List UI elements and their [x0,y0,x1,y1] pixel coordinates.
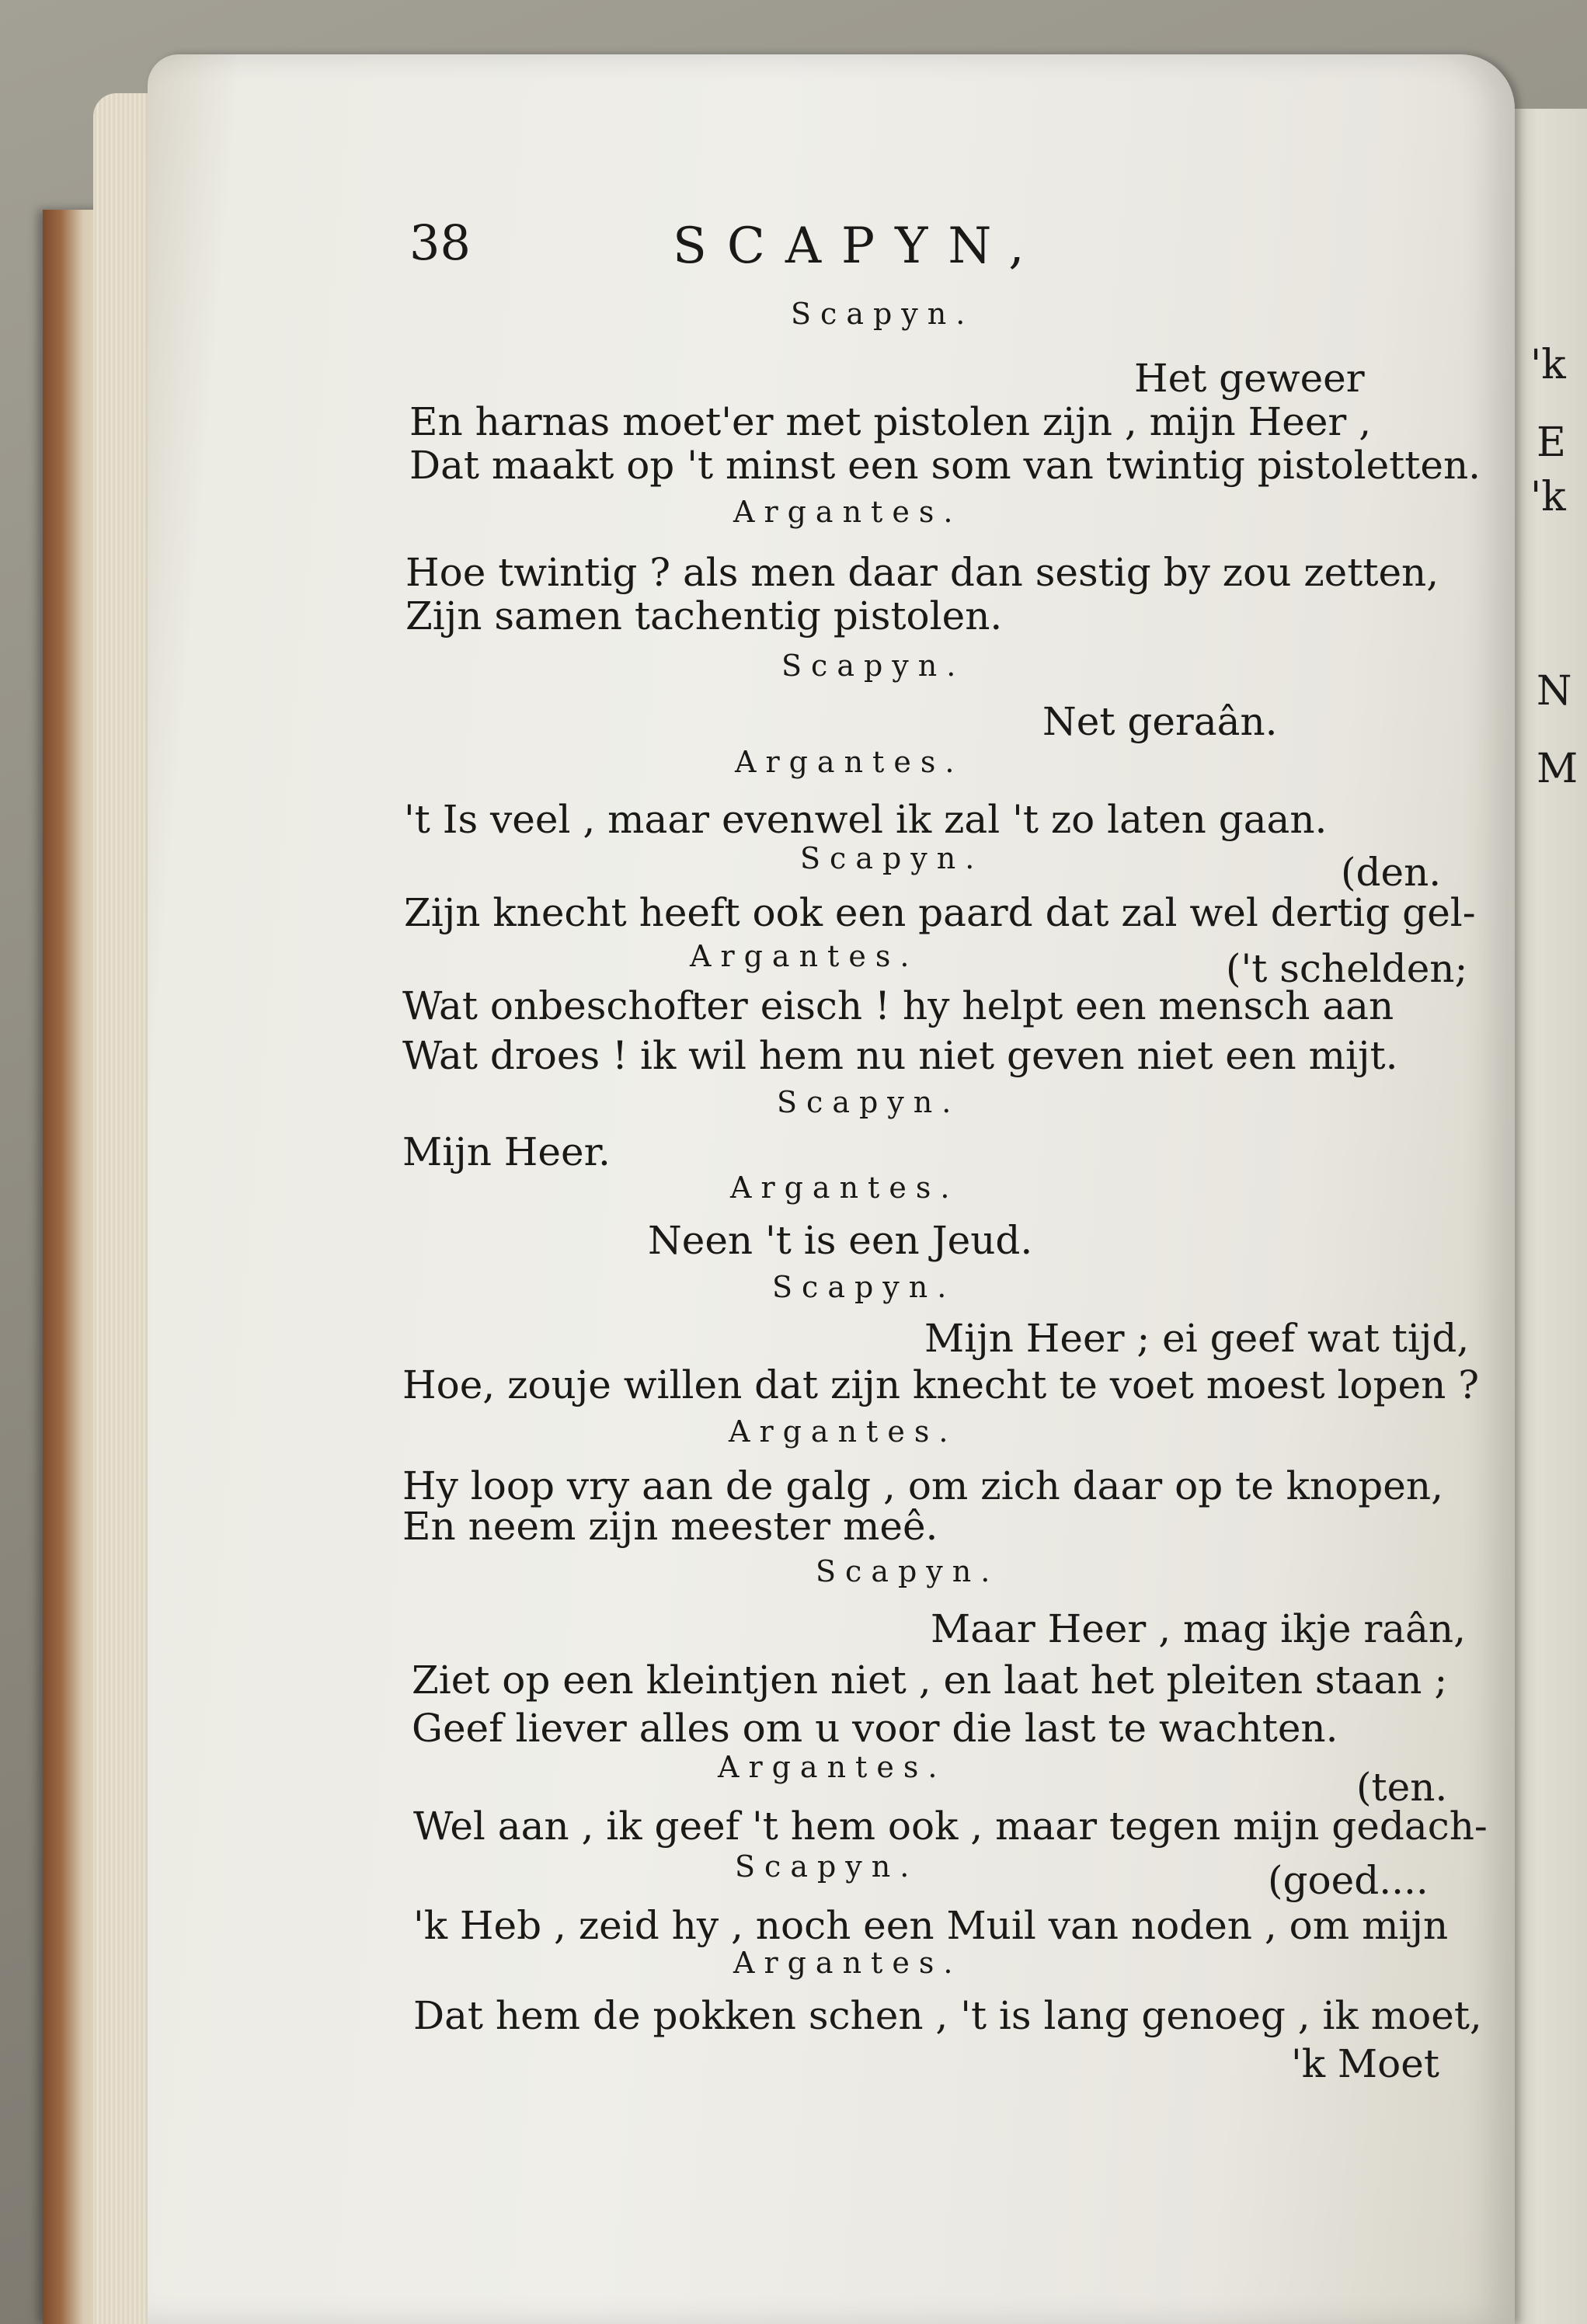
verse-line: Zijn knecht heeft ook een paard dat zal wel dertig gel- [404,890,1476,935]
verse-line: Zijn samen tachentig pistolen. [405,593,1003,638]
speaker-heading: Scapyn. [781,649,966,683]
facing-fragment: 'k [1530,474,1566,520]
verse-line: En neem zijn meester meê. [402,1504,938,1549]
speaker-heading: Argantes. [733,495,962,529]
facing-fragment: E [1537,419,1566,466]
verse-line: Geef liever alles om u voor die last te wachten. [412,1706,1338,1751]
verse-line: En harnas moet'er met pistolen zijn , mijn Heer , [409,399,1372,444]
verse-line: (den. [1341,850,1442,895]
facing-fragment: M [1537,746,1578,792]
speaker-heading: Argantes. [690,939,919,973]
facing-fragment: N [1537,668,1572,715]
page-number: 38 [409,214,471,271]
verse-line: (goed.... [1268,1858,1429,1903]
verse-line: Hoe, zouje willen dat zijn knecht te voet moest lopen ? [402,1362,1480,1407]
speaker-heading: Argantes. [718,1750,947,1784]
verse-line: Maar Heer , mag ikje raân, [931,1606,1466,1651]
speaker-heading: Scapyn. [816,1554,1000,1588]
verse-line: Dat hem de pokken schen , 't is lang genoeg , ik moet, [413,1993,1482,2038]
verse-line: 'k Heb , zeid hy , noch een Muil van noden , om mijn [413,1903,1449,1948]
speaker-heading: Scapyn. [800,841,984,875]
verse-line: Dat maakt op 't minst een som van twintig pistoletten. [409,443,1481,488]
verse-line: Mijn Heer ; ei geef wat tijd, [924,1316,1470,1361]
verse-line: Wat droes ! ik wil hem nu niet geven niet een mijt. [402,1033,1398,1078]
speaker-heading: Scapyn. [735,1849,919,1884]
verse-line: Wat onbeschofter eisch ! hy helpt een mensch aan [402,983,1394,1028]
verse-line: Net geraân. [1042,699,1278,744]
running-head: SCAPYN, [673,217,1045,275]
speaker-heading: Scapyn. [772,1270,956,1304]
verse-line: Hy loop vry aan de galg , om zich daar op te knopen, [402,1463,1443,1508]
verse-line: Mijn Heer. [402,1129,611,1174]
verse-line: Het geweer [1134,356,1365,401]
speaker-heading: Argantes. [729,1414,958,1449]
speaker-heading: Argantes. [735,745,964,779]
verse-line: Wel aan , ik geef 't hem ook , maar tegen mijn gedach- [413,1804,1488,1849]
verse-line: Ziet op een kleintjen niet , en laat het pleiten staan ; [412,1658,1448,1703]
verse-line: (ten. [1356,1765,1448,1810]
speaker-heading: Argantes. [730,1171,959,1205]
verse-line: 't Is veel , maar evenwel ik zal 't zo laten gaan. [404,797,1328,842]
verse-line: 'k Moet [1291,2041,1439,2086]
speaker-heading: Scapyn. [791,297,975,331]
facing-fragment: 'k [1530,342,1566,388]
verse-line: ('t schelden; [1226,946,1468,991]
speaker-heading: Argantes. [733,1946,962,1980]
verse-line: Neen 't is een Jeud. [648,1218,1033,1263]
verse-line: Hoe twintig ? als men daar dan sestig by zou zetten, [405,550,1439,595]
speaker-heading: Scapyn. [777,1085,961,1119]
